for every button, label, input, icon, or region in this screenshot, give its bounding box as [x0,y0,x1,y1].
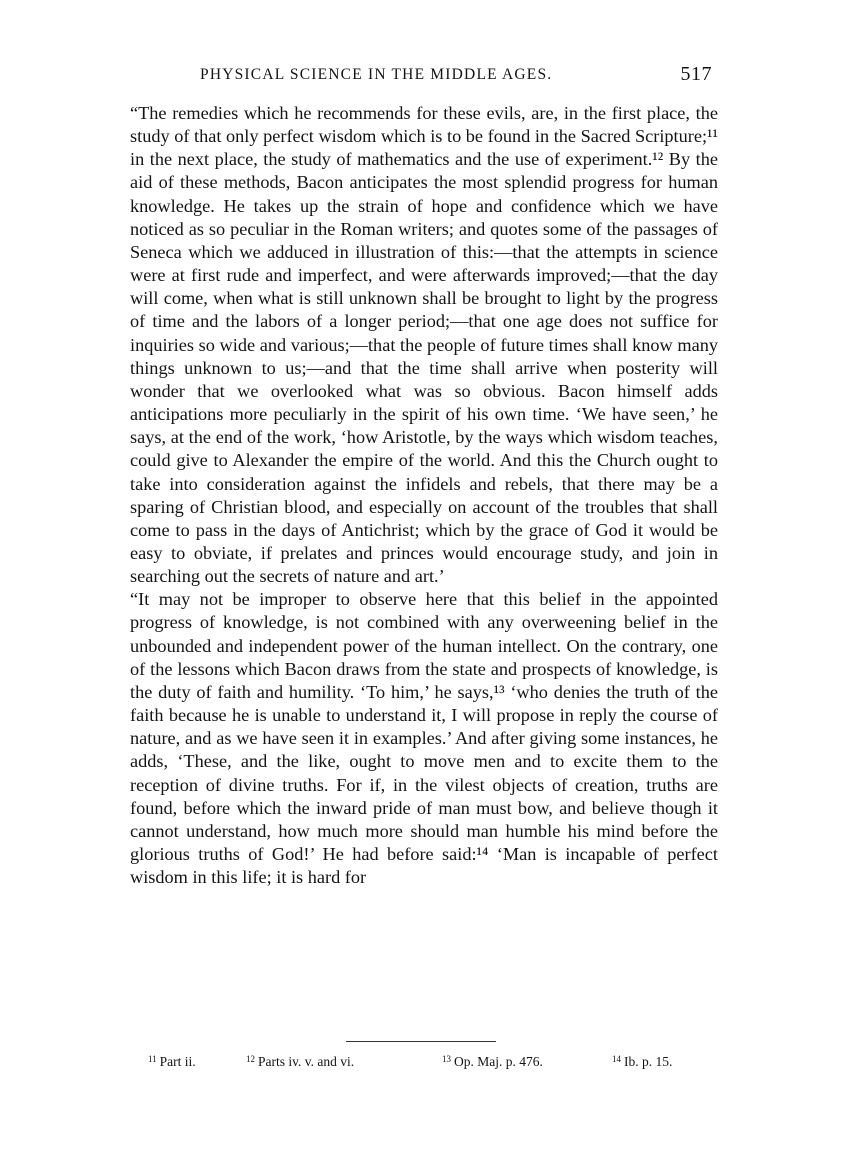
running-head [130,63,718,88]
footnote [612,1054,672,1070]
footnote-mark: 11 [148,1054,157,1064]
footnote-text: Ib. p. 15. [624,1054,673,1069]
page-number: 517 [680,63,712,85]
paragraph: “It may not be improper to observe here that this belief in the appointed progress of knowledge, is not combined with any overweening belief in the unbounded and independent power of the human intellect. On the contrary, one of the lessons which Bacon draws from the state and prospects of knowledge, is the duty of faith and humility. ‘To him,’ he says,¹³ ‘who denies the truth of the faith because he is unable to understand it, I will propose in reply the course of nature, and as we have seen it in examples.’ And after giving some instances, he adds, ‘These, and the like, ought to move men and to excite them to the reception of divine truths. For if, in the vilest objects of creation, truths are found, before which the inward pride of man must bow, and believe though it cannot understand, how much more should man humble his mind before the glorious truths of God!’ He had before said:¹⁴ ‘Man is incapable of perfect wisdom in this life; it is hard for [130,589,718,888]
footnote-text: Parts iv. v. and vi. [258,1054,355,1069]
footnote-mark: 14 [612,1054,621,1064]
footnote-divider [346,1041,496,1042]
footnote-text: Op. Maj. p. 476. [454,1054,543,1069]
body-text [130,102,718,889]
footnote [246,1054,354,1070]
footnote-mark: 12 [246,1054,255,1064]
footnote-text: Part ii. [159,1054,196,1069]
footnote-mark: 13 [442,1054,451,1064]
paragraph: “The remedies which he recommends for these evils, are, in the first place, the study of that only perfect wisdom which is to be found in the Sacred Scripture;¹¹ in the next place, the study of mathematics and the use of experiment.¹² By the aid of these methods, Bacon anticipates the most splendid progress for human knowledge. He takes up the strain of hope and confidence which we have noticed as so peculiar in the Roman writers; and quotes some of the passages of Seneca which we adduced in illustration of this:—that the attempts in science were at first rude and imperfect, and were afterwards improved;—that the day will come, when what is still unknown shall be brought to light by the progress of time and the labors of a longer period;—that one age does not suffice for inquiries so wide and various;—that the people of future times shall know many things unknown to us;—and that the time shall arrive when posterity will wonder that we overlooked what was so obvious. Bacon himself adds anticipations more peculiarly in the spirit of his own time. ‘We have seen,’ he says, at the end of the work, ‘how Aristotle, by the ways which wisdom teaches, could give to Alexander the empire of the world. And this the Church ought to take into consideration against the infidels and rebels, that there may be a sparing of Christian blood, and especially on account of the troubles that shall come to pass in the days of Antichrist; which by the grace of God it would be easy to obviate, if prelates and princes would encourage study, and join in searching out the secrets of nature and art.’ [130,103,718,587]
running-title: PHYSICAL SCIENCE IN THE MIDDLE AGES. [200,66,553,83]
footnote [148,1054,196,1070]
footnote [442,1054,543,1070]
